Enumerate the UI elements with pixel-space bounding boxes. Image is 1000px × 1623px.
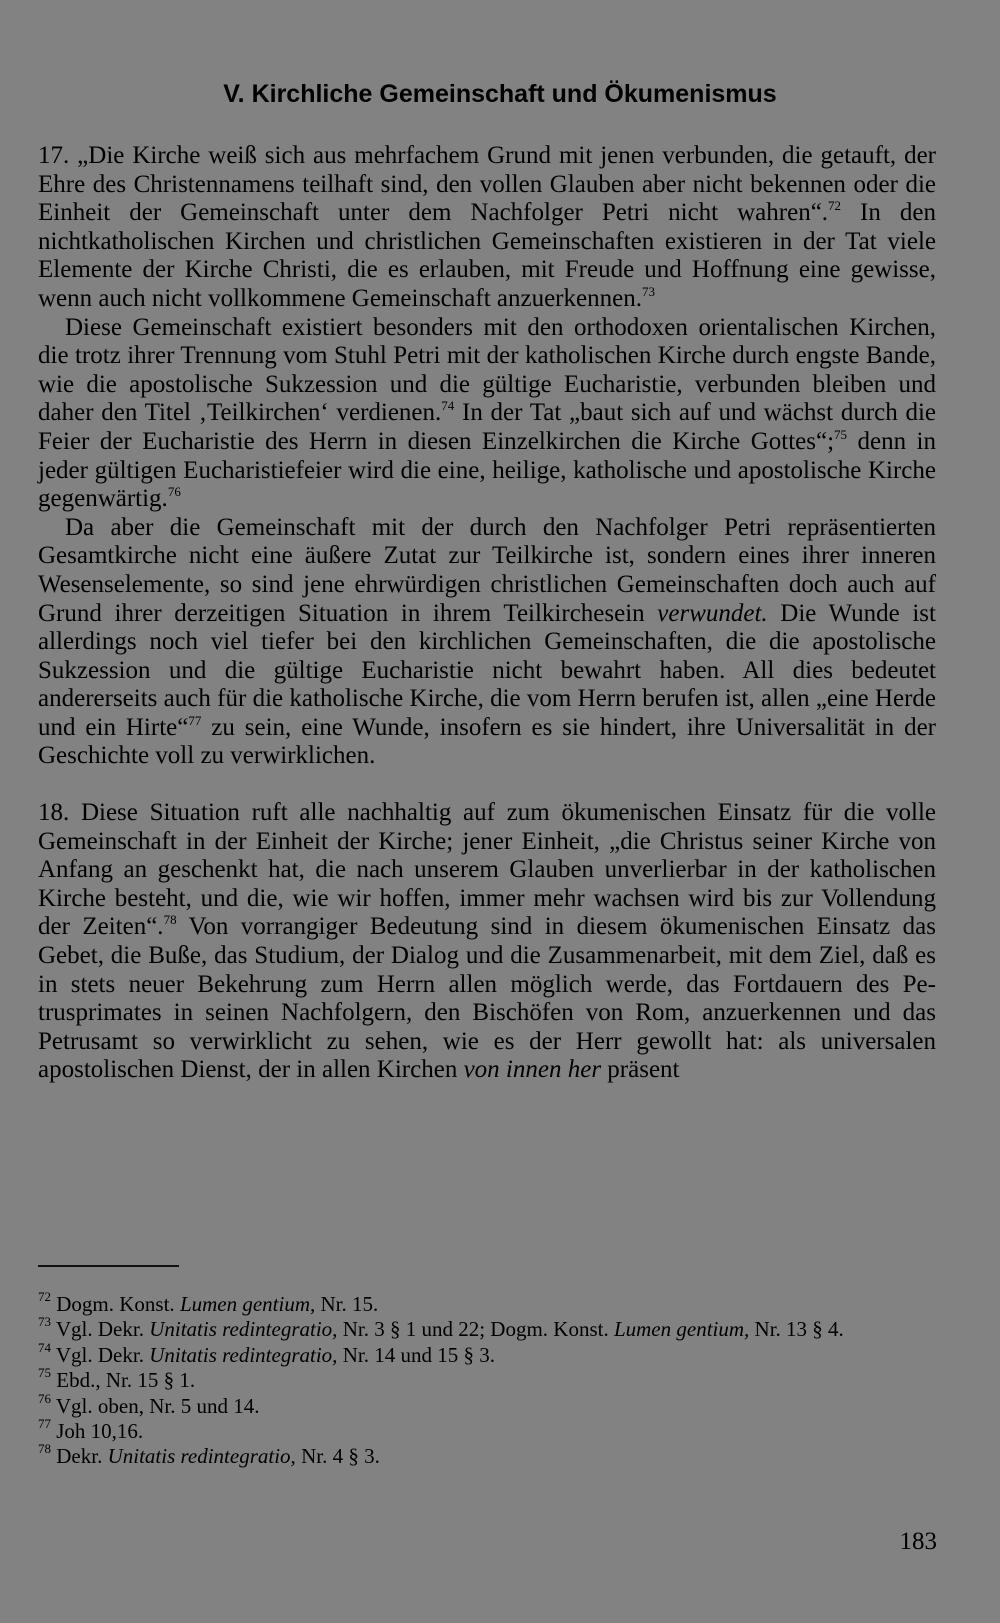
section-heading: V. Kirchliche Gemeinschaft und Ökumenismus bbox=[223, 80, 777, 108]
paragraph-wound: Da aber die Gemeinschaft mit der durch den Nachfolger Petri repräsentierten Gesamtkirche nicht eine äußere Zutat zur Teilkirche ist, sondern eines ihrer inneren Wesenselemente, so sind jene ehrwürdigen christlichen Gemeinschaften doch auch auf Grund ihrer derzeitigen Situation in ihrem Teilkirchesein verwundet. Die Wunde ist allerdings noch viel tiefer bei den kirchlichen Gemeinschaften, die die apostolische Sukzession und die gültige Eucharistie nicht bewahrt haben. All dies bedeutet andererseits auch für die katholische Kirche, die vom Herrn berufen ist, allen „eine Herde und ein Hirte“$^{77}$ zu sein, eine Wunde, insofern es sie hindert, ihre Universalität in der Geschichte voll zu verwirklichen. bbox=[38, 513, 936, 770]
footnote-73: $^{73}$ Vgl. Dekr. Unitatis redintegratio, Nr. 3 § 1 und 22; Dogm. Konst. Lumen gentium, Nr. 13 § 4. bbox=[38, 1314, 844, 1342]
footnote-ref-77: 77 bbox=[188, 712, 202, 728]
footnote-74: $^{74}$ Vgl. Dekr. Unitatis redintegratio, Nr. 14 und 15 § 3. bbox=[38, 1339, 495, 1367]
footnote-ref-74: 74 bbox=[441, 398, 455, 414]
paragraph-18: 18. Diese Situation ruft alle nachhaltig auf zum ökumenischen Einsatz für die volle Gemeinschaft in der Einheit der Kirche; jener Einheit, „die Christus seiner Kirche von Anfang an geschenkt hat, die nach unserem Glauben unverlierbar in der katholischen Kirche besteht, und die, wie wir hoffen, immer mehr wachsen wird bis zur Vollendung der Zeiten“.$^{78}$ Von vorrangiger Bedeutung sind in diesem ökumenischen Einsatz das Gebet, die Buße, das Studium, der Dialog und die Zusammenarbeit, mit dem Ziel, daß es in stets neuer Bekehrung zum Herrn allen möglich werde, das Fortdauern des Petrusprimates in seinen Nachfolgern, den Bischöfen von Rom, anzuerkennen und das Petrusamt so verwirklicht zu sehen, wie es der Herr gewollt hat: als universalen apostolischen Dienst, der in allen Kirchen von innen her präsent bbox=[38, 799, 937, 1084]
footnote-ref-72: 72 bbox=[828, 198, 842, 214]
footnote-78: $^{78}$ Dekr. Unitatis redintegratio, Nr. 4 § 3. bbox=[38, 1441, 380, 1469]
paragraph-orthodox: Diese Gemeinschaft existiert besonders mit den orthodoxen orientalischen Kirchen, die trotz ihrer Trennung vom Stuhl Petri mit der katholischen Kirche durch engste Bande, wie die apostolische Sukzession und die gültige Eucharistie, verbunden bleiben und daher den Titel ‚Teilkirchen‘ verdienen.$^{74}$ In der Tat „baut sich auf und wächst durch die Feier der Eucharistie des Herrn in diesen Einzelkirchen die Kirche Gottes“;$^{75}$ denn in jeder gültigen Eucharistiefeier wird die eine, heilige, katholische und apostolische Kirche gegenwärtig.$^{76}$ bbox=[38, 313, 937, 513]
page-number: 183 bbox=[899, 1528, 937, 1555]
footnote-ref-76: 76 bbox=[167, 484, 181, 500]
footnote-77: $^{77}$ Joh 10,16. bbox=[38, 1416, 144, 1444]
footnote-divider bbox=[38, 1265, 179, 1267]
footnote-ref-78: 78 bbox=[163, 912, 177, 928]
footnote-ref-73: 73 bbox=[641, 283, 655, 299]
footnote-75: $^{75}$ Ebd., Nr. 15 § 1. bbox=[38, 1365, 196, 1393]
footnote-72: $^{72}$ Dogm. Konst. Lumen gentium, Nr. 15. bbox=[38, 1289, 379, 1316]
body-text bbox=[38, 142, 936, 1085]
paragraph-17: 17. „Die Kirche weiß sich aus mehrfachem Grund mit jenen verbunden, die getauft, der Ehre des Christennamens teilhaft sind, den vollen Glauben aber nicht bekennen oder die Einheit der Gemeinschaft unter dem Nachfolger Petri nicht wahren“.$^{72}$ In den nichtkatholischen Kirchen und christlichen Gemeinschaften existieren in der Tat viele Elemente der Kirche Christi, die es erlauben, mit Freude und Hoffnung eine gewisse, wenn auch nicht vollkommene Gemeinschaft anzuerkennen.$^{73}$ bbox=[38, 142, 936, 312]
footnote-ref-75: 75 bbox=[834, 426, 848, 442]
footnote-76: $^{76}$ Vgl. oben, Nr. 5 und 14. bbox=[38, 1390, 260, 1418]
footnotes bbox=[38, 1289, 936, 1470]
